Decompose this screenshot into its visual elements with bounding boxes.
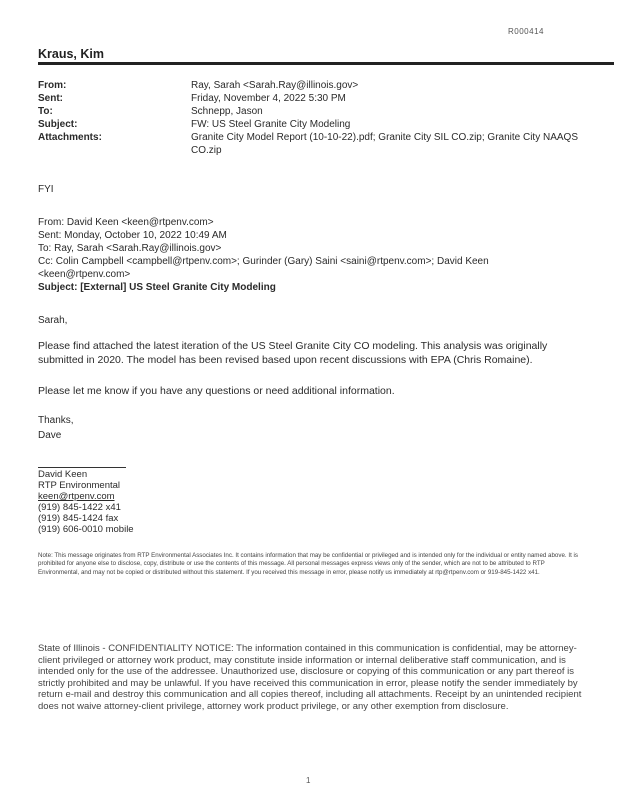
fwd-from: From: David Keen <keen@rtpenv.com>: [38, 217, 214, 228]
signature-name: David Keen: [38, 469, 88, 480]
signature-mobile: (919) 606-0010 mobile: [38, 524, 134, 535]
header-label: To:: [38, 106, 53, 117]
header-value: Ray, Sarah <Sarah.Ray@illinois.gov>: [191, 80, 359, 91]
signature-email-link[interactable]: keen@rtpenv.com: [38, 491, 115, 502]
signature-email: [38, 491, 115, 502]
body-paragraph-2: Please let me know if you have any questions or need additional information.: [38, 385, 395, 397]
closing-name: Dave: [38, 430, 62, 441]
header-rule: [38, 62, 614, 65]
header-label: From:: [38, 80, 67, 91]
fwd-cc-cont: <keen@rtpenv.com>: [38, 269, 131, 280]
fwd-to: To: Ray, Sarah <Sarah.Ray@illinois.gov>: [38, 243, 222, 254]
mailbox-owner: Kraus, Kim: [38, 47, 104, 61]
page-number: 1: [306, 776, 311, 785]
closing: Thanks,: [38, 415, 74, 426]
signature-phone: (919) 845-1422 x41: [38, 502, 121, 513]
confidentiality-notice: State of Illinois - CONFIDENTIALITY NOTICE: The information contained in this communication is confidential, may be attorney-client privileged or attorney work product, may constitute inside information or internal deliberative staff communication, and is intended only for the use of the addressee. Unauthorized use, disclosure or copying of this communication or any part thereof is strictly prohibited and may be unlawful. If you have received this communication in error, please notify the sender immediately by return e-mail and destroy this communication and all copies thereof, including all attachments. Receipt by an unintended recipient does not waive attorney-client privilege, attorney work product privilege, or any other exemption from disclosure.: [38, 643, 582, 712]
body-paragraph-1: Please find attached the latest iteration of the US Steel Granite City CO modeling. This analysis was originally submitted in 2020. The model has been revised based upon recent discussions with EPA (Chris Romaine).: [38, 340, 548, 366]
header-value: Schnepp, Jason: [191, 106, 263, 117]
bates-number: R000414: [508, 27, 544, 36]
fwd-cc: Cc: Colin Campbell <campbell@rtpenv.com>; Gurinder (Gary) Saini <saini@rtpenv.com>; David Keen: [38, 256, 489, 267]
sender-disclaimer: Note: This message originates from RTP Environmental Associates Inc. It contains information that may be confidential or privileged and is intended only for the individual or entity named above. It is prohibited for anyone else to disclose, copy, distribute or use the contents of this message. All personal messages express views only of the sender, which are not to be attributed to RTP Environmental, and may not be copied or distributed without this statement. If you received this message in error, please notify us immediately at rtp@rtpenv.com or 919-845-1422 x41.: [38, 552, 578, 576]
fwd-sent: Sent: Monday, October 10, 2022 10:49 AM: [38, 230, 227, 241]
header-label: Subject:: [38, 119, 78, 130]
fwd-subject: Subject: [External] US Steel Granite City Modeling: [38, 282, 276, 293]
header-value: FW: US Steel Granite City Modeling: [191, 119, 351, 130]
signature-company: RTP Environmental: [38, 480, 121, 491]
fyi-text: FYI: [38, 184, 54, 195]
signature-fax: (919) 845-1424 fax: [38, 513, 119, 524]
header-label: Sent:: [38, 93, 63, 104]
signature-rule: [38, 467, 126, 468]
header-value: Friday, November 4, 2022 5:30 PM: [191, 93, 346, 104]
attachment-list[interactable]: Granite City Model Report (10-10-22).pdf; Granite City SIL CO.zip; Granite City NAAQS CO.zip: [191, 132, 578, 156]
greeting: Sarah,: [38, 315, 68, 326]
header-label: Attachments:: [38, 132, 102, 143]
